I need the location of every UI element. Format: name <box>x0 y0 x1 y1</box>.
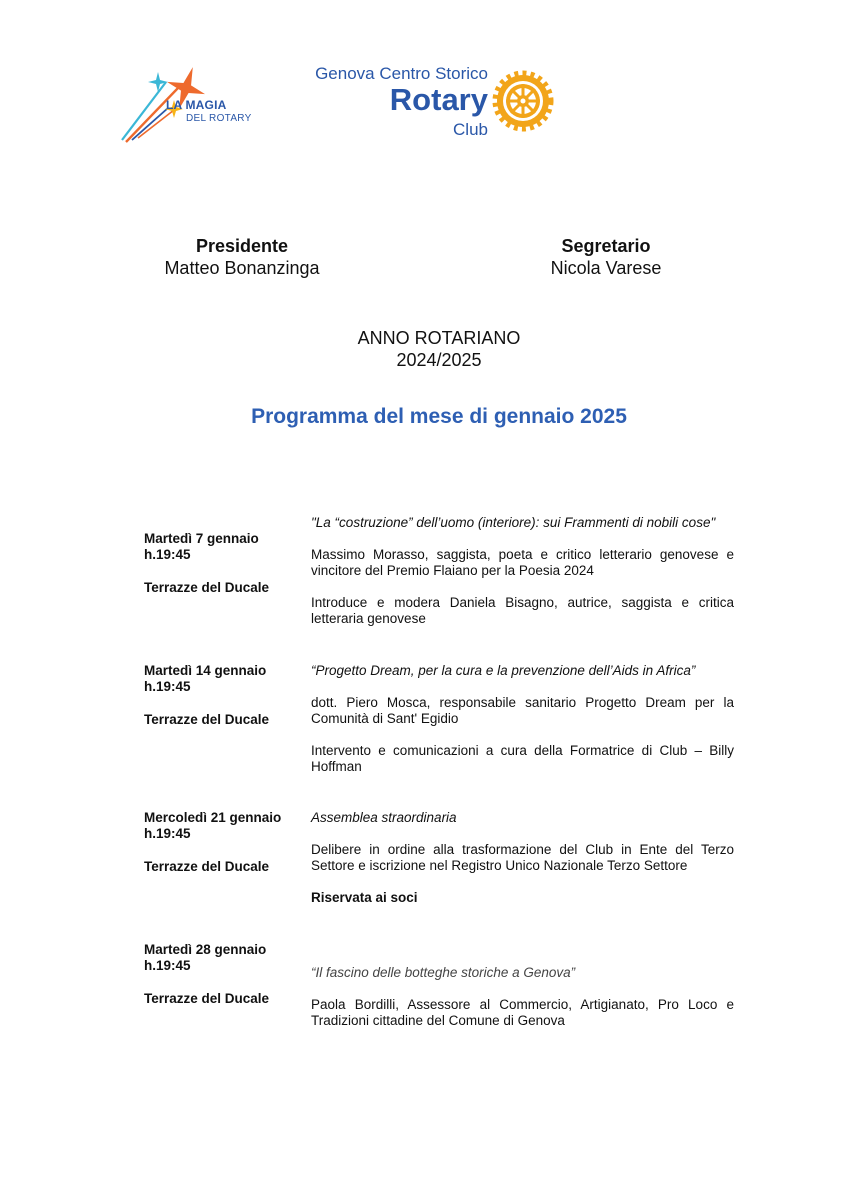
rotary-wheel-icon <box>492 70 554 132</box>
event-date: Martedì 7 gennaio <box>144 531 259 546</box>
president-role: Presidente <box>195 236 289 256</box>
rotary-year-label: ANNO ROTARIANO <box>357 328 521 348</box>
event-1-info <box>144 531 304 596</box>
president-block <box>112 235 372 279</box>
secretary-role: Segretario <box>561 236 651 256</box>
rotary-club-logo <box>290 60 560 145</box>
rotary-year-value: 2024/2025 <box>396 350 482 370</box>
event-speaker: Massimo Morasso, saggista, poeta e critico letterario genovese e vincitore del Premio Flaiano per la Poesia 2024 <box>311 547 734 578</box>
event-title: “Il fascino delle botteghe storiche a Genova” <box>311 965 576 980</box>
event-speaker: dott. Piero Mosca, responsabile sanitario Progetto Dream per la Comunità di Sant' Egidio <box>311 695 734 726</box>
event-place: Terrazze del Ducale <box>144 580 270 595</box>
secretary-block <box>476 235 736 279</box>
rotary-club-word: Club <box>453 120 488 139</box>
event-4-details <box>311 965 734 1029</box>
event-members-only: Riservata ai soci <box>311 890 418 905</box>
event-date: Martedì 14 gennaio <box>144 663 267 678</box>
la-magia-del-rotary-logo <box>118 58 268 148</box>
event-4-info <box>144 942 304 1007</box>
magia-logo-line1: LA MAGIA <box>166 98 227 112</box>
event-place: Terrazze del Ducale <box>144 859 270 874</box>
event-moderator: Introduce e modera Daniela Bisagno, autrice, saggista e critica letteraria genovese <box>311 595 734 626</box>
program-title: Programma del mese di gennaio 2025 <box>251 405 627 428</box>
event-date: Mercoledì 21 gennaio <box>144 810 282 825</box>
event-3-info <box>144 810 304 875</box>
event-time: h.19:45 <box>144 826 191 841</box>
event-title: "La “costruzione” dell’uomo (interiore): sui Frammenti di nobili cose" <box>311 515 716 530</box>
event-time: h.19:45 <box>144 679 191 694</box>
event-place: Terrazze del Ducale <box>144 991 270 1006</box>
event-1-details <box>311 515 734 627</box>
event-description: Delibere in ordine alla trasformazione del Club in Ente del Terzo Settore e iscrizione nel Registro Unico Nazionale Terzo Settore <box>311 842 734 873</box>
president-name: Matteo Bonanzinga <box>164 258 320 278</box>
secretary-name: Nicola Varese <box>550 258 662 278</box>
event-2-details <box>311 663 734 775</box>
event-note: Intervento e comunicazioni a cura della Formatrice di Club – Billy Hoffman <box>311 743 734 774</box>
event-3-details <box>311 810 734 906</box>
rotary-year <box>0 327 848 371</box>
event-speaker: Paola Bordilli, Assessore al Commercio, Artigianato, Pro Loco e Tradizioni cittadine del Comune di Genova <box>311 997 734 1028</box>
event-2-info <box>144 663 304 728</box>
magia-logo-line2: DEL ROTARY <box>186 113 252 124</box>
event-time: h.19:45 <box>144 547 191 562</box>
event-place: Terrazze del Ducale <box>144 712 270 727</box>
rotary-wordmark: Rotary <box>389 82 488 117</box>
event-title: “Progetto Dream, per la cura e la prevenzione dell’Aids in Africa” <box>311 663 696 678</box>
event-time: h.19:45 <box>144 958 191 973</box>
rotary-club-name: Genova Centro Storico <box>315 64 488 83</box>
event-date: Martedì 28 gennaio <box>144 942 267 957</box>
event-title: Assemblea straordinaria <box>311 810 457 825</box>
